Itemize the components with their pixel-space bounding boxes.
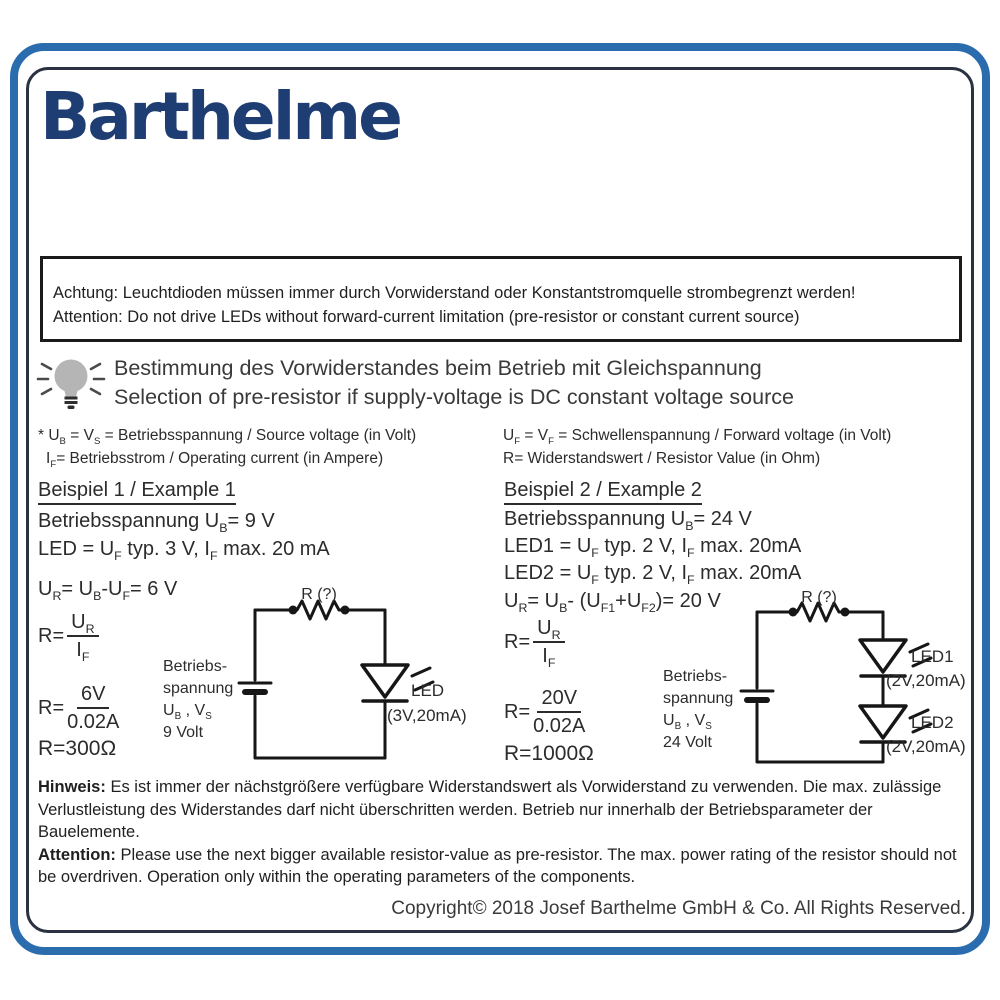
attention-label: Attention: xyxy=(38,845,116,864)
section-heading xyxy=(114,354,794,412)
brand-logo: Barthelme xyxy=(40,78,400,155)
junction-dot xyxy=(289,606,298,615)
warning-line-en: Attention: Do not drive LEDs without forward-current limitation (pre-resistor or constant current source) xyxy=(53,308,800,326)
example2-resistor-label: R (?) xyxy=(801,589,837,606)
source-label-line: spannung xyxy=(163,680,234,697)
section-heading-de: Bestimmung des Vorwiderstandes beim Betrieb mit Gleichspannung xyxy=(114,356,762,380)
example2-formula-symbolic xyxy=(504,616,565,668)
fraction-denominator: $I_F$ xyxy=(542,645,556,670)
example1-resistor-label: R (?) xyxy=(301,586,337,603)
section-heading-en: Selection of pre-resistor if supply-voltage is DC constant voltage source xyxy=(114,385,794,409)
example2-led1-rating: (2V,20mA) xyxy=(886,671,966,690)
example2-title: Beispiel 2 / Example 2 xyxy=(504,479,702,505)
example1-title: Beispiel 1 / Example 1 xyxy=(38,479,236,505)
example2-led1-name: LED1 xyxy=(911,647,954,666)
example2-result: R=1000Ω xyxy=(504,742,594,765)
junction-dot xyxy=(341,606,350,615)
fraction-numerator: 20V xyxy=(537,686,581,713)
fraction-denominator: 0.02A xyxy=(67,711,120,733)
source-label-line: 9 Volt xyxy=(163,724,204,741)
led-symbol xyxy=(362,665,408,697)
wire xyxy=(255,696,385,758)
example2-formula-numeric xyxy=(504,686,585,738)
formula-lhs: R= xyxy=(38,696,65,719)
lightbulb-icon xyxy=(33,349,109,415)
copyright-text: Copyright© 2018 Josef Barthelme GmbH & Co. All Rights Reserved. xyxy=(391,898,966,919)
led-ray xyxy=(412,668,430,676)
fraction-numerator: 6V xyxy=(77,682,109,709)
example2-led2-name: LED2 xyxy=(911,713,954,732)
example1-led-line: LED = $U_F$ typ. 3 V, $I_F$ max. 20 mA xyxy=(38,538,330,563)
fraction-denominator: $I_F$ xyxy=(76,639,90,664)
source-label-line: Betriebs- xyxy=(663,668,728,685)
legend-line: R= Widerstandswert / Resistor Value (in Ohm) xyxy=(503,450,821,467)
attention-text: Please use the next bigger available resistor-value as pre-resistor. The max. power rating of the resistor should not be overdriven. Operation only within the operating parameters of the components. xyxy=(38,845,957,886)
source-label-line: spannung xyxy=(663,690,734,707)
fraction xyxy=(67,682,119,734)
example2-led1-line: $LED1 = U_F$ typ. 2 V, $I_F$ max. 20mA xyxy=(504,535,802,560)
source-label-line: 24 Volt xyxy=(663,734,712,751)
formula-lhs: R= xyxy=(504,630,531,653)
example2-ur-line: $U_R= U_B-$ $(U_{F1}+U_{F2})= 20$ V xyxy=(504,590,721,615)
formula-lhs: R= xyxy=(504,700,531,723)
legend-line: $I_F=$ Betriebsstrom / Operating current (in Ampere) xyxy=(46,450,384,471)
source-label-line: $U_B$ , $V_S$ xyxy=(163,702,212,723)
source-label-line: Betriebs- xyxy=(163,658,228,675)
example1-formula-symbolic xyxy=(38,610,99,662)
source-label-line: $U_B$ , $V_S$ xyxy=(663,712,712,733)
fraction xyxy=(533,686,585,738)
attention-paragraph xyxy=(38,844,966,889)
example1-led-name: LED xyxy=(411,681,445,700)
hinweis-paragraph xyxy=(38,776,966,844)
led-symbol xyxy=(860,640,906,672)
notes-section xyxy=(38,776,966,889)
led-symbol xyxy=(860,706,906,738)
legend-left xyxy=(38,424,416,470)
fraction-denominator: 0.02A xyxy=(533,715,586,737)
example1-supply-line: Betriebsspannung $U_B= 9$ V xyxy=(38,510,275,535)
example1-led-rating: (3V,20mA) xyxy=(387,706,467,725)
fraction xyxy=(533,616,564,668)
example1-ur-line: $U_R= U_B-U_F= 6$ V xyxy=(38,578,178,603)
legend-line: $U_F = V_F$ = Schwellenspannung / Forward voltage (in Volt) xyxy=(503,427,892,448)
legend-line: * $U_B = V_S$ = Betriebsspannung / Source voltage (in Volt) xyxy=(38,427,417,448)
example1-formula-numeric xyxy=(38,682,119,734)
formula-lhs: R= xyxy=(38,624,65,647)
example2-supply-line: Betriebsspannung $U_B= 24$ V xyxy=(504,508,752,533)
fraction-numerator: $U_R$ xyxy=(67,610,98,637)
example2-led2-rating: (2V,20mA) xyxy=(886,737,966,756)
hinweis-label: Hinweis: xyxy=(38,778,106,796)
warning-box xyxy=(40,256,962,342)
example1-source-label xyxy=(163,656,233,744)
hinweis-text: Es ist immer der nächstgrößere verfügbare Widerstandswert als Vorwiderstand zu verwenden. Die max. zulässige Verlustleistung des Widerstandes darf nicht überschritten werden. Betrieb nur innerhalb der Betriebsparameter der Bauelemente. xyxy=(38,778,942,841)
example2-source-label xyxy=(663,666,733,754)
fraction xyxy=(67,610,98,662)
warning-line-de: Achtung: Leuchtdioden müssen immer durch Vorwiderstand oder Konstantstromquelle strombegrenzt werden! xyxy=(53,284,856,302)
legend-right xyxy=(503,424,891,470)
example1-result: R=300Ω xyxy=(38,737,117,760)
fraction-numerator: $U_R$ xyxy=(533,616,564,643)
example2-led2-line: $LED2 = U_F$ typ. 2 V, $I_F$ max. 20mA xyxy=(504,562,802,587)
